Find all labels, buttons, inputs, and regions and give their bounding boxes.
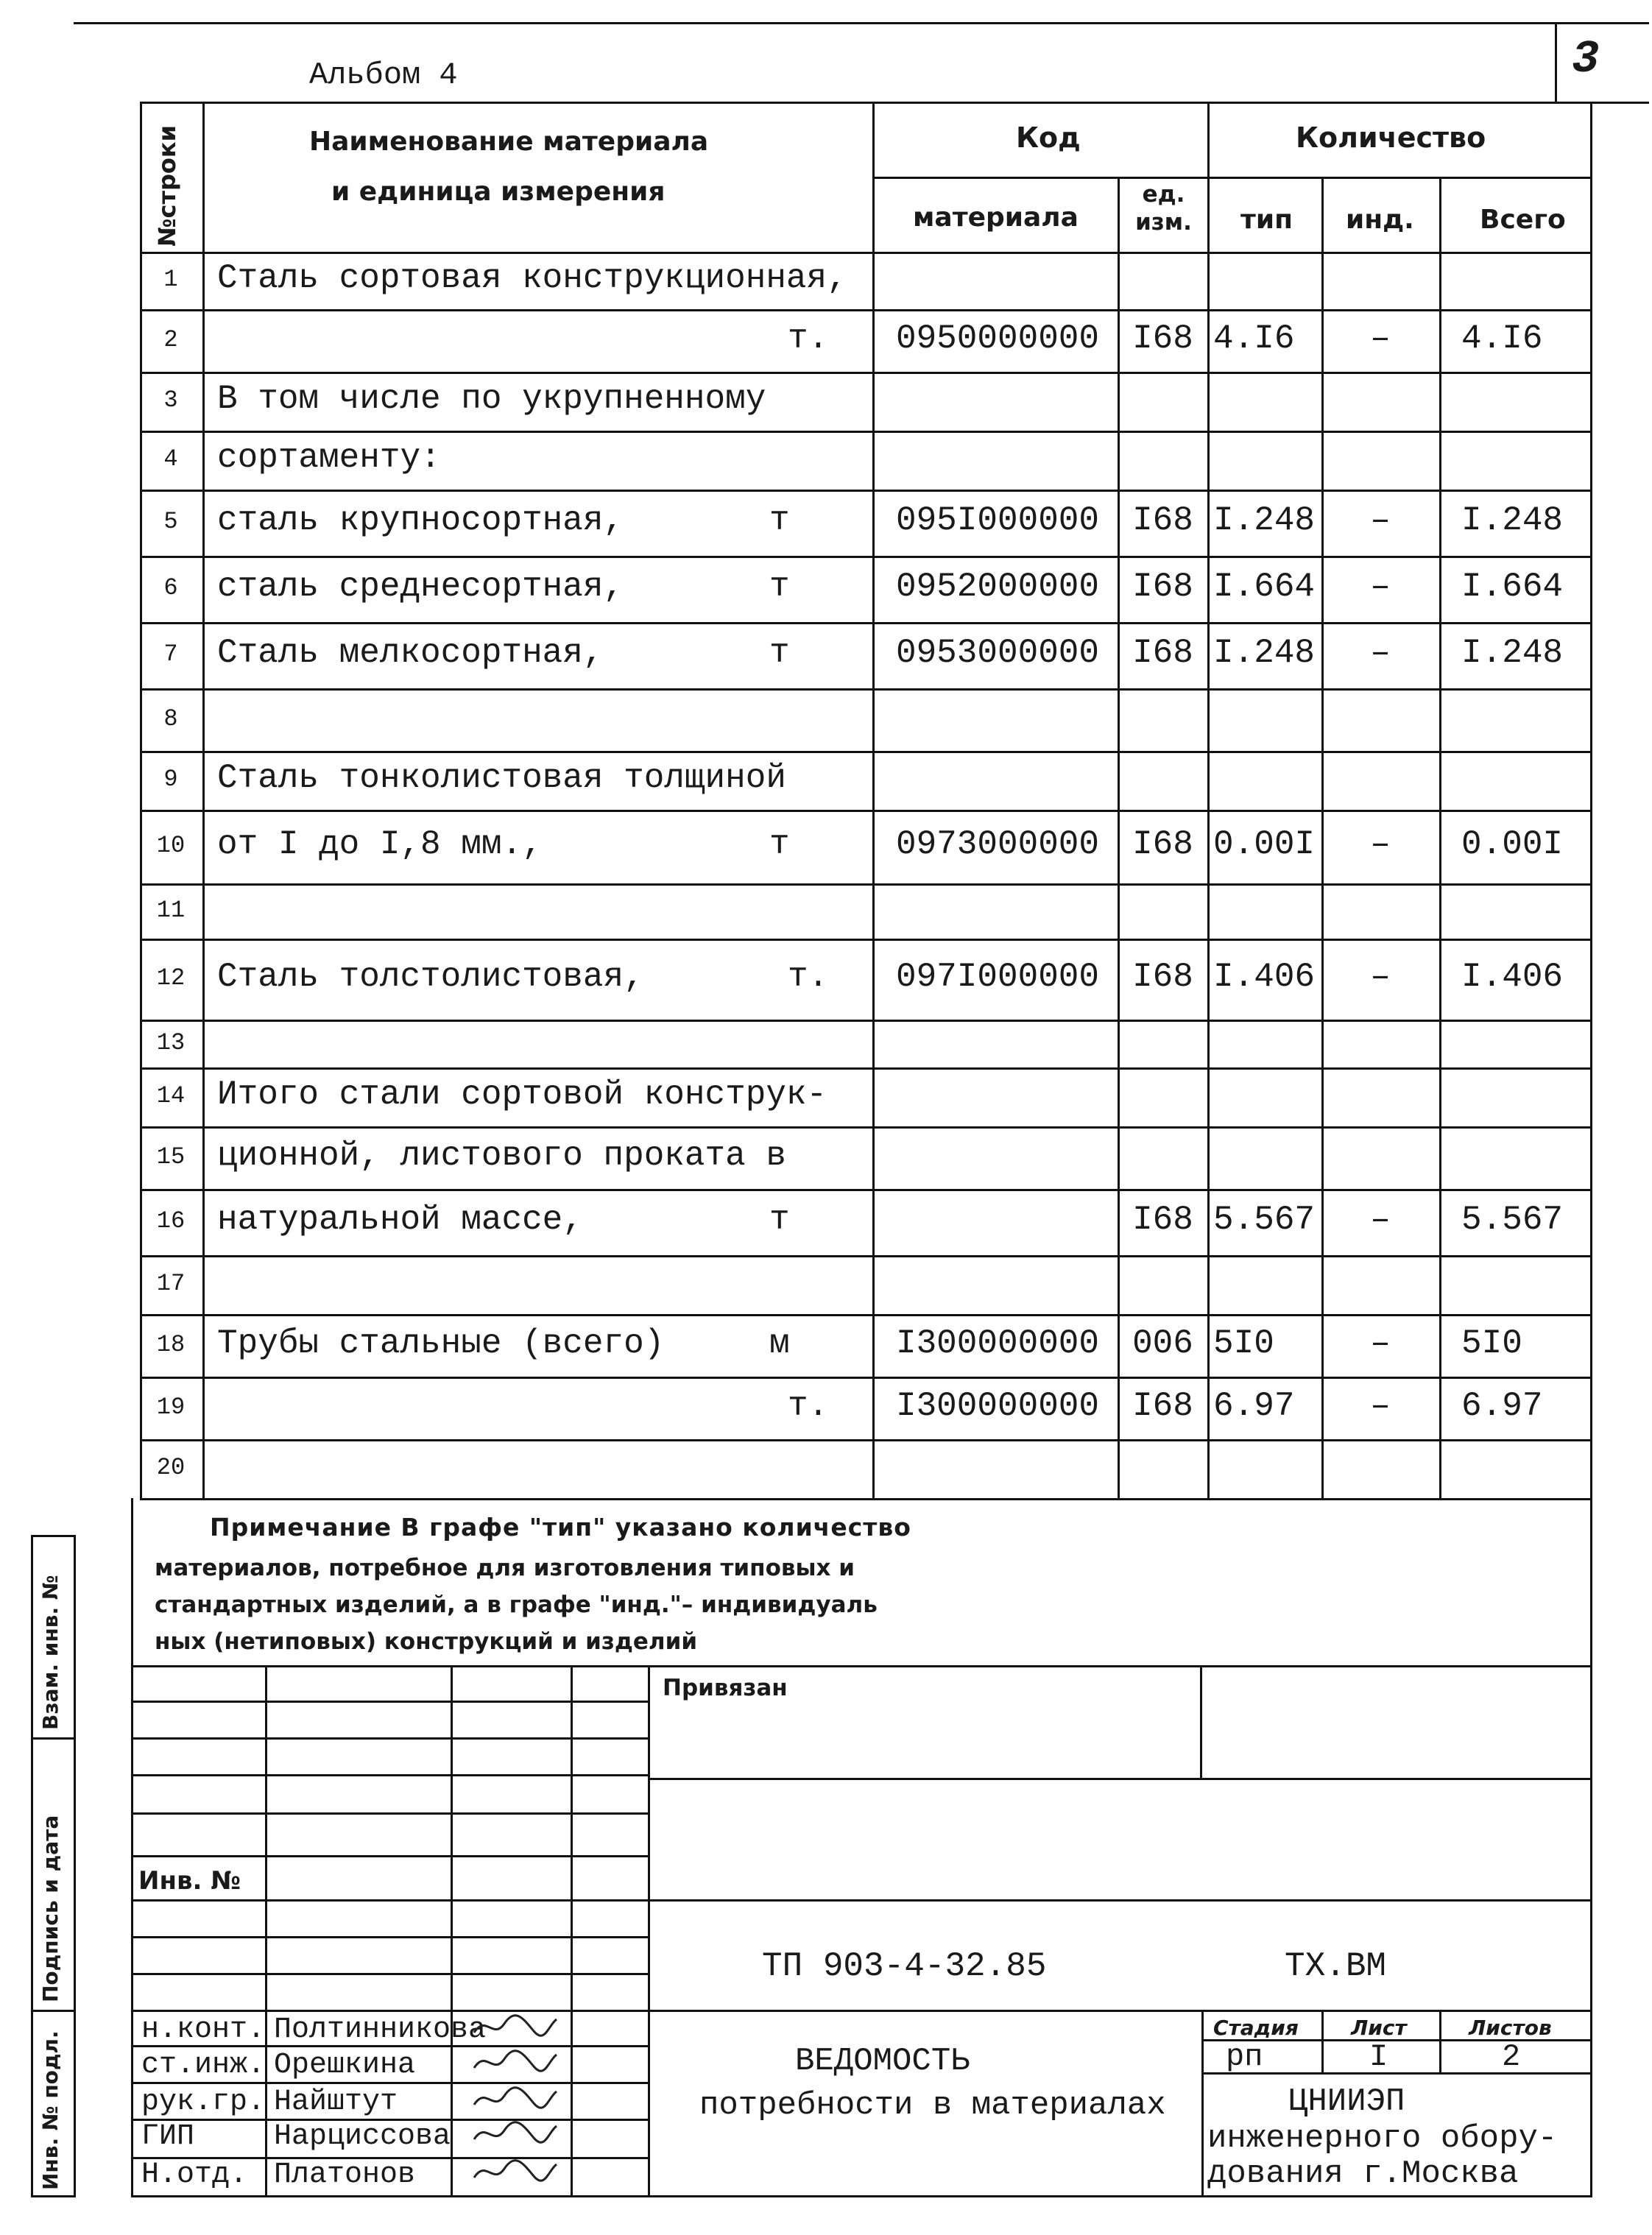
signer-role: ГИП <box>141 2120 195 2153</box>
stamp-left-border <box>131 1498 133 2197</box>
row-qty-type: 5.567 <box>1213 1201 1316 1240</box>
row-number: 15 <box>156 1143 186 1171</box>
album-label: Альбом 4 <box>309 57 458 93</box>
row-number: 16 <box>156 1207 186 1235</box>
row-unit-code: I68 <box>1132 634 1193 673</box>
note-line-1: Примечание В графе "тип" указано количество <box>210 1513 911 1542</box>
org-line1: ЦНИИЭП <box>1288 2083 1405 2120</box>
row-name: Сталь мелкосортная, <box>217 634 604 673</box>
row-number: 3 <box>163 386 178 414</box>
note-line-3: стандартных изделий, а в графе "инд."– индивидуаль <box>155 1592 878 1618</box>
row-number: 9 <box>163 766 178 794</box>
row-qty-total: 6.97 <box>1461 1386 1543 1425</box>
row-code: 0952000000 <box>895 568 1100 607</box>
name-header-line1: Наименование материала <box>309 127 709 157</box>
row-qty-total: 0.00I <box>1461 825 1564 864</box>
sheet-label: Лист <box>1351 2016 1407 2040</box>
row-qty-type: I.664 <box>1213 568 1316 607</box>
row-unit-code: I68 <box>1132 568 1193 607</box>
row-qty-type: 0.00I <box>1213 825 1316 864</box>
signature <box>471 2117 560 2156</box>
row-name: от I до I,8 мм., <box>217 825 543 864</box>
row-qty-type: 6.97 <box>1213 1386 1295 1425</box>
signature <box>471 2083 560 2122</box>
row-name: сталь среднесортная, <box>217 568 624 607</box>
row-qty-total: I.248 <box>1461 501 1564 540</box>
row-code: I300000000 <box>895 1386 1100 1425</box>
row-unit: т <box>769 568 790 607</box>
sheet-number: 3 <box>1572 33 1600 85</box>
row-number: 7 <box>163 640 178 668</box>
row-unit-code: I68 <box>1132 1386 1193 1425</box>
row-code: 095I000000 <box>895 501 1100 540</box>
row-code: I300000000 <box>895 1324 1100 1363</box>
row-qty-type: I.406 <box>1213 958 1316 997</box>
stage-label: Стадия <box>1213 2016 1299 2040</box>
top-rule <box>74 22 1649 24</box>
row-unit-code: I68 <box>1132 958 1193 997</box>
row-number-header: №строки <box>153 124 181 247</box>
signer-name: Найштут <box>274 2086 398 2119</box>
row-unit-code: I68 <box>1132 319 1193 358</box>
row-number: 12 <box>156 964 186 992</box>
row-unit-code: I68 <box>1132 501 1193 540</box>
signature <box>471 2155 560 2195</box>
side-label-inv-podl: Инв. № подл. <box>38 2030 63 2190</box>
note-line-4: ных (нетиповых) конструкций и изделий <box>155 1628 698 1655</box>
signer-name: Полтинникова <box>274 2013 487 2047</box>
row-unit: т <box>769 634 790 673</box>
row-code: 0950000000 <box>895 319 1100 358</box>
row-qty-total: 4.I6 <box>1461 319 1543 358</box>
note-line-2: материалов, потребное для изготовления типовых и <box>155 1555 855 1581</box>
row-qty-total: I.248 <box>1461 634 1564 673</box>
row-qty-total: 5I0 <box>1461 1324 1522 1363</box>
row-number: 4 <box>163 445 178 473</box>
row-unit: т. <box>788 958 829 997</box>
row-name: Итого стали сортовой конструк- <box>217 1076 827 1115</box>
row-qty-ind: – <box>1370 1386 1391 1425</box>
row-number: 11 <box>156 896 186 924</box>
row-number: 19 <box>156 1393 186 1421</box>
row-qty-ind: – <box>1370 958 1391 997</box>
signer-name: Нарциссова <box>274 2120 451 2153</box>
title-line1: ВЕДОМОСТЬ <box>795 2043 970 2080</box>
signer-role: ст.инж. <box>141 2049 266 2082</box>
row-unit: т. <box>788 1386 829 1425</box>
row-number: 14 <box>156 1082 186 1110</box>
row-qty-total: I.664 <box>1461 568 1564 607</box>
qty-total-header: Всего <box>1480 205 1566 235</box>
row-unit: т <box>769 1201 790 1240</box>
row-qty-total: 5.567 <box>1461 1201 1564 1240</box>
row-qty-type: I.248 <box>1213 501 1316 540</box>
sheet-box-divider <box>1555 22 1557 103</box>
row-unit-code: I68 <box>1132 825 1193 864</box>
quantity-header: Количество <box>1296 121 1486 154</box>
row-number: 2 <box>163 325 178 353</box>
code-material-header: материала <box>913 202 1079 233</box>
row-number: 1 <box>163 266 178 294</box>
code-unit-header: ед. изм. <box>1135 181 1192 236</box>
row-number: 18 <box>156 1330 186 1358</box>
row-name: сортаменту: <box>217 439 441 478</box>
stage-value: рп <box>1226 2039 1263 2075</box>
signer-name: Платонов <box>274 2158 416 2192</box>
row-qty-ind: – <box>1370 1324 1391 1363</box>
row-name: ционной, листового проката в <box>217 1136 786 1175</box>
row-number: 10 <box>156 832 186 860</box>
org-line3: дования г.Москва <box>1207 2155 1519 2192</box>
row-unit-code: I68 <box>1132 1201 1193 1240</box>
row-code: 0953000000 <box>895 634 1100 673</box>
title-line2: потребности в материалах <box>699 2087 1166 2124</box>
row-unit: т <box>769 825 790 864</box>
row-name: Сталь сортовая конструкционная, <box>217 259 847 298</box>
inv-no-label: Инв. № <box>138 1866 241 1896</box>
row-qty-ind: – <box>1370 319 1391 358</box>
row-qty-total: I.406 <box>1461 958 1564 997</box>
name-header-line2: и единица измерения <box>331 177 666 207</box>
signature <box>471 2046 560 2085</box>
row-number: 13 <box>156 1028 186 1056</box>
side-label-podpis: Подпись и дата <box>38 1815 63 2002</box>
sheets-label: Листов <box>1469 2016 1552 2040</box>
row-qty-ind: – <box>1370 501 1391 540</box>
row-name: В том числе по укрупненному <box>217 380 766 419</box>
side-label-vzam: Взам. инв. № <box>38 1575 63 1730</box>
sheets-value: 2 <box>1502 2039 1521 2075</box>
row-unit: м <box>769 1324 790 1363</box>
row-qty-ind: – <box>1370 568 1391 607</box>
row-name: Сталь толстолистовая, <box>217 958 644 997</box>
signature <box>471 2010 560 2049</box>
row-name: натуральной массе, <box>217 1201 583 1240</box>
row-code: 097I000000 <box>895 958 1100 997</box>
sheet-value: I <box>1369 2039 1388 2075</box>
signer-role: рук.гр. <box>141 2086 266 2119</box>
row-qty-ind: – <box>1370 634 1391 673</box>
row-number: 17 <box>156 1270 186 1298</box>
row-qty-type: 4.I6 <box>1213 319 1295 358</box>
privyazan-label: Привязан <box>663 1675 788 1701</box>
row-qty-type: I.248 <box>1213 634 1316 673</box>
code-header: Код <box>1016 121 1081 154</box>
row-unit: т <box>769 501 790 540</box>
org-line2: инженерного обору- <box>1207 2120 1558 2157</box>
row-number: 20 <box>156 1454 186 1482</box>
row-qty-type: 5I0 <box>1213 1324 1274 1363</box>
qty-type-header: тип <box>1240 205 1293 235</box>
row-name: сталь крупносортная, <box>217 501 624 540</box>
row-name: Трубы стальные (всего) <box>217 1324 665 1363</box>
qty-ind-header: инд. <box>1346 205 1414 235</box>
row-code: 0973000000 <box>895 825 1100 864</box>
row-unit: т. <box>788 319 829 358</box>
row-unit-code: 006 <box>1132 1324 1193 1363</box>
row-number: 6 <box>163 574 178 602</box>
row-number: 8 <box>163 705 178 732</box>
document-mark: ТХ.ВМ <box>1285 1947 1387 1985</box>
signer-role: Н.отд. <box>141 2158 248 2192</box>
signer-name: Орешкина <box>274 2049 416 2082</box>
signer-role: н.конт. <box>141 2013 266 2047</box>
row-name: Сталь тонколистовая толщиной <box>217 759 786 798</box>
row-qty-ind: – <box>1370 825 1391 864</box>
document-code: ТП 903-4-32.85 <box>762 1947 1047 1985</box>
row-qty-ind: – <box>1370 1201 1391 1240</box>
row-number: 5 <box>163 508 178 536</box>
